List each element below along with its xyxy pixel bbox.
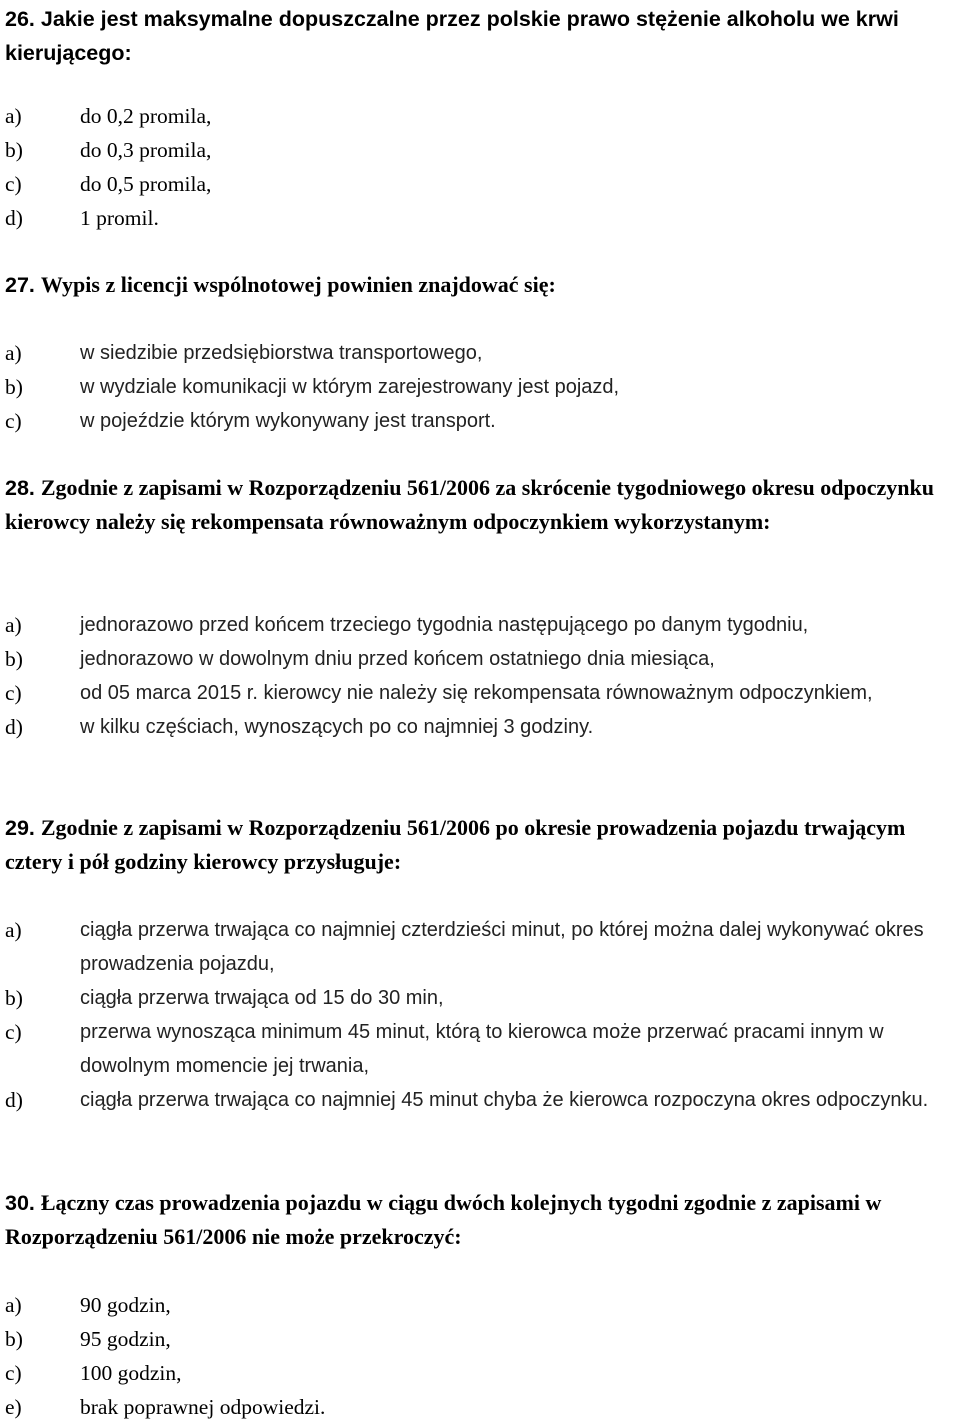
question-number: 27. [5,273,35,297]
answer-text: w wydziale komunikacji w którym zarejestrowany jest pojazd, [80,376,620,398]
question-29-heading [5,811,950,879]
answer-item [5,608,950,642]
answer-letter: c) [5,1020,22,1044]
question-26-heading [5,2,950,70]
answer-letter: c) [5,409,22,433]
answer-text: ciągła przerwa trwająca od 15 do 30 min, [80,987,444,1009]
question-30-answers [5,1288,950,1424]
answer-letter: c) [5,1361,22,1385]
answer-letter: e) [5,1395,22,1419]
answer-item [5,1083,950,1117]
answer-item [5,99,950,133]
answer-letter: d) [5,1088,23,1112]
answer-text: 1 promil. [80,206,159,230]
answer-text: w kilku częściach, wynoszących po co najmniej 3 godziny. [80,716,594,738]
answer-text: w siedzibie przedsiębiorstwa transportowego, [80,342,483,364]
answer-letter: c) [5,681,22,705]
question-27-heading [5,268,950,302]
answer-item [5,370,950,404]
answer-text: przerwa wynosząca minimum 45 minut, którą to kierowca może przerwać pracami innym w dowolnym momencie jej trwania, [80,1021,884,1077]
answer-text: ciągła przerwa trwająca co najmniej 45 minut chyba że kierowca rozpoczyna okres odpoczynku. [80,1089,929,1111]
answer-item [5,981,950,1015]
question-29-answers [5,913,950,1117]
question-27-answers [5,336,950,438]
question-number: 28. [5,476,35,500]
answer-text: jednorazowo w dowolnym dniu przed końcem ostatniego dnia miesiąca, [80,648,715,670]
answer-text: jednorazowo przed końcem trzeciego tygodnia następującego po danym tygodniu, [80,614,809,636]
answer-letter: a) [5,918,22,942]
answer-item [5,1288,950,1322]
answer-item [5,201,950,235]
answer-item [5,1322,950,1356]
question-number: 30. [5,1191,35,1215]
answer-letter: b) [5,375,23,399]
answer-item [5,642,950,676]
question-30-heading [5,1186,950,1254]
answer-text: 95 godzin, [80,1327,171,1351]
question-text: Jakie jest maksymalne dopuszczalne przez polskie prawo stężenie alkoholu we krwi kierującego: [5,7,899,65]
answer-letter: a) [5,613,22,637]
answer-item [5,133,950,167]
answer-item [5,1390,950,1424]
answer-letter: c) [5,172,22,196]
answer-item [5,404,950,438]
answer-text: 100 godzin, [80,1361,182,1385]
answer-text: do 0,3 promila, [80,138,212,162]
answer-letter: a) [5,104,22,128]
answer-text: do 0,5 promila, [80,172,212,196]
answer-text: ciągła przerwa trwająca co najmniej czterdzieści minut, po której można dalej wykonywać okres prowadzenia pojazdu, [80,919,924,975]
answer-text: brak poprawnej odpowiedzi. [80,1395,326,1419]
question-26-answers [5,99,950,235]
answer-letter: a) [5,1293,22,1317]
question-28-answers [5,608,950,744]
question-text: Zgodnie z zapisami w Rozporządzeniu 561/2006 za skrócenie tygodniowego okresu odpoczynku kierowcy należy się rekompensata równoważnym odpoczynkiem wykorzystanym: [5,475,934,534]
answer-letter: a) [5,341,22,365]
answer-letter: b) [5,647,23,671]
answer-text: do 0,2 promila, [80,104,212,128]
question-text: Zgodnie z zapisami w Rozporządzeniu 561/2006 po okresie prowadzenia pojazdu trwającym cztery i pół godziny kierowcy przysługuje: [5,815,906,874]
answer-item [5,1015,950,1083]
answer-letter: b) [5,1327,23,1351]
question-number: 26. [5,7,35,31]
answer-letter: b) [5,986,23,1010]
question-text: Łączny czas prowadzenia pojazdu w ciągu dwóch kolejnych tygodni zgodnie z zapisami w Rozporządzeniu 561/2006 nie może przekroczyć: [5,1190,882,1249]
answer-item [5,167,950,201]
answer-item [5,913,950,981]
answer-item [5,1356,950,1390]
answer-item [5,336,950,370]
answer-letter: d) [5,206,23,230]
answer-letter: b) [5,138,23,162]
answer-item [5,710,950,744]
answer-letter: d) [5,715,23,739]
question-number: 29. [5,816,35,840]
answer-item [5,676,950,710]
question-text: Wypis z licencji wspólnotowej powinien znajdować się: [40,272,556,297]
answer-text: od 05 marca 2015 r. kierowcy nie należy się rekompensata równoważnym odpoczynkiem, [80,682,873,704]
answer-text: 90 godzin, [80,1293,171,1317]
question-28-heading [5,471,950,539]
answer-text: w pojeździe którym wykonywany jest transport. [80,410,496,432]
